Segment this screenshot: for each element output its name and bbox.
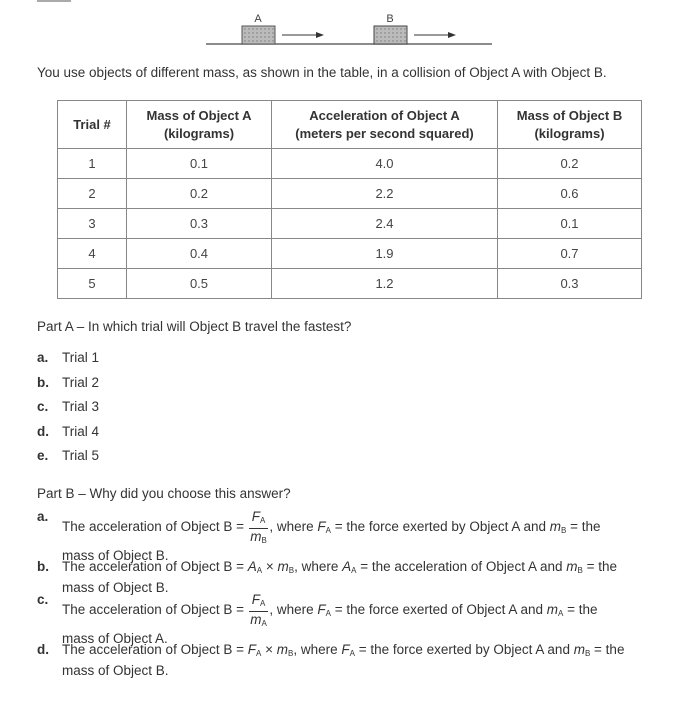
option-text: mass of Object B. [62, 548, 169, 563]
header-line: Mass of Object B [516, 107, 623, 123]
variable [252, 509, 266, 524]
option-text: × [262, 559, 278, 574]
option-letter: c. [37, 399, 49, 414]
table-row [58, 239, 642, 269]
option-text: = the force exerted of Object A and [330, 602, 547, 618]
header-line: (kilograms) [534, 125, 605, 141]
part-b-question: Part B – Why did you choose this answer? [37, 486, 291, 501]
header-mass-b [498, 101, 642, 149]
option-letter: a. [37, 509, 49, 524]
answer-option[interactable] [37, 641, 624, 679]
option-text: , where [294, 559, 343, 574]
answer-option[interactable] [37, 508, 600, 564]
variable [317, 519, 331, 534]
table-cell: 5 [58, 269, 127, 299]
option-text: Trial 1 [62, 350, 100, 365]
table-cell: 2 [58, 179, 127, 209]
variable-subscript: A [557, 609, 564, 619]
option-text: mass of Object B. [62, 580, 169, 595]
option-text: Trial 3 [62, 399, 100, 414]
option-letter: d. [37, 642, 49, 657]
header-line: (meters per second squared) [295, 125, 474, 141]
variable-subscript: B [261, 536, 267, 545]
table-cell: 1.2 [272, 269, 498, 299]
variable-symbol: m [250, 529, 262, 544]
table-cell: 0.5 [127, 269, 272, 299]
divider [37, 0, 71, 2]
option-letter: a. [37, 350, 49, 365]
table-cell: 0.4 [127, 239, 272, 269]
data-table [57, 100, 642, 299]
variable-subscript: A [325, 609, 331, 619]
option-text: The acceleration of Object B = [62, 519, 248, 535]
variable [341, 642, 355, 657]
variable-subscript: A [256, 566, 263, 575]
variable [252, 592, 266, 607]
table-cell: 0.3 [498, 269, 642, 299]
table-cell: 0.1 [127, 149, 272, 179]
table-cell: 0.3 [127, 209, 272, 239]
header-line: Acceleration of Object A [309, 107, 460, 123]
object-a-label: A [254, 13, 262, 25]
table-row [58, 269, 642, 299]
variable-subscript: A [261, 619, 267, 628]
option-text: = the force exerted by Object A and [354, 642, 574, 657]
intro-text: You use objects of different mass, as shown in the table, in a collision of Object A with Object B. [37, 65, 607, 80]
variable-subscript: A [255, 649, 262, 658]
option-text: = the acceleration of Object A and [356, 559, 567, 574]
variable-symbol: m [566, 559, 578, 574]
variable [317, 602, 331, 617]
variable [547, 602, 564, 617]
variable [574, 642, 591, 657]
header-accel-a [272, 101, 498, 149]
variable [248, 559, 262, 574]
option-text: mass of Object A. [62, 631, 168, 646]
variable-subscript: A [325, 526, 331, 536]
table-cell: 0.7 [498, 239, 642, 269]
option-text: The acceleration of Object B = [62, 559, 248, 574]
variable-symbol: m [277, 559, 289, 574]
variable-symbol: m [546, 602, 558, 618]
variable [277, 642, 294, 657]
variable-subscript: B [560, 526, 567, 536]
header-line: (kilograms) [163, 125, 235, 141]
variable [342, 559, 356, 574]
variable-subscript: A [259, 599, 266, 608]
option-text: × [261, 642, 277, 657]
option-text: , where [269, 602, 318, 618]
variable [277, 559, 294, 574]
variable-symbol: F [317, 602, 326, 618]
answer-option[interactable] [37, 350, 99, 365]
table-cell: 2.2 [272, 179, 498, 209]
table-cell: 2.4 [272, 209, 498, 239]
variable [550, 519, 567, 534]
variable-symbol: F [251, 509, 260, 524]
variable-subscript: A [259, 516, 266, 525]
answer-option[interactable] [37, 448, 99, 463]
variable-symbol: m [276, 642, 288, 657]
variable-subscript: B [287, 649, 294, 658]
header-mass-a [127, 101, 272, 149]
table-cell: 0.2 [127, 179, 272, 209]
table-cell: 1 [58, 149, 127, 179]
table-cell: 3 [58, 209, 127, 239]
header-trial [58, 101, 127, 149]
object-b-label: B [386, 13, 394, 25]
arrow-right-icon [414, 32, 456, 38]
fraction [249, 510, 269, 549]
variable-symbol: A [342, 559, 352, 574]
variable-symbol: F [247, 642, 256, 657]
option-text: = the [566, 519, 601, 535]
option-text: The acceleration of Object B = [62, 642, 248, 657]
option-text: Trial 2 [62, 374, 100, 390]
option-text: mass of Object B. [62, 663, 169, 678]
table-header-row [58, 101, 642, 149]
variable-symbol: F [251, 592, 260, 607]
option-text: = the force exerted by Object A and [330, 519, 550, 535]
option-letter: e. [37, 448, 49, 463]
option-letter: c. [37, 592, 49, 607]
variable-subscript: A [351, 566, 357, 575]
variable-symbol: F [341, 642, 350, 657]
object-a-block [242, 26, 275, 44]
header-line: Trial # [73, 116, 111, 132]
header-line: Mass of Object A [146, 107, 252, 123]
table-cell: 0.1 [498, 209, 642, 239]
variable-symbol: F [317, 519, 326, 535]
table-row [58, 209, 642, 239]
table-cell: 0.6 [498, 179, 642, 209]
variable-symbol: m [573, 642, 585, 657]
option-letter: b. [37, 559, 49, 574]
option-text: Trial 5 [62, 448, 100, 463]
option-text: = the [590, 642, 625, 657]
table-cell: 4.0 [272, 149, 498, 179]
variable-subscript: B [577, 566, 583, 575]
variable [250, 612, 267, 627]
variable-subscript: A [349, 649, 355, 658]
variable-symbol: m [250, 612, 262, 627]
variable-subscript: B [584, 649, 591, 658]
answer-option[interactable] [37, 424, 99, 439]
option-text: Trial 4 [62, 423, 100, 439]
variable-symbol: m [549, 519, 561, 535]
option-text: , where [293, 642, 342, 657]
table-cell: 4 [58, 239, 127, 269]
variable-subscript: B [288, 566, 295, 575]
variable [248, 642, 262, 657]
variable-symbol: A [247, 559, 257, 574]
part-a-question: Part A – In which trial will Object B travel the fastest? [37, 319, 352, 334]
option-text: , where [269, 519, 318, 535]
table-row [58, 149, 642, 179]
table-row [58, 179, 642, 209]
collision-diagram [200, 8, 500, 53]
option-text: The acceleration of Object B = [62, 602, 248, 618]
object-b-block [374, 26, 407, 44]
table-cell: 0.2 [498, 149, 642, 179]
answer-option[interactable] [37, 399, 99, 414]
answer-option[interactable] [37, 591, 597, 647]
answer-option[interactable] [37, 375, 99, 390]
variable [250, 529, 267, 544]
arrow-right-icon [282, 32, 324, 38]
table-cell: 1.9 [272, 239, 498, 269]
option-letter: d. [37, 423, 49, 439]
option-letter: b. [37, 374, 49, 390]
fraction [249, 593, 269, 632]
collision-diagram-svg [200, 8, 500, 48]
option-text: = the [582, 559, 617, 574]
option-text: = the [563, 602, 598, 618]
variable [566, 559, 583, 574]
